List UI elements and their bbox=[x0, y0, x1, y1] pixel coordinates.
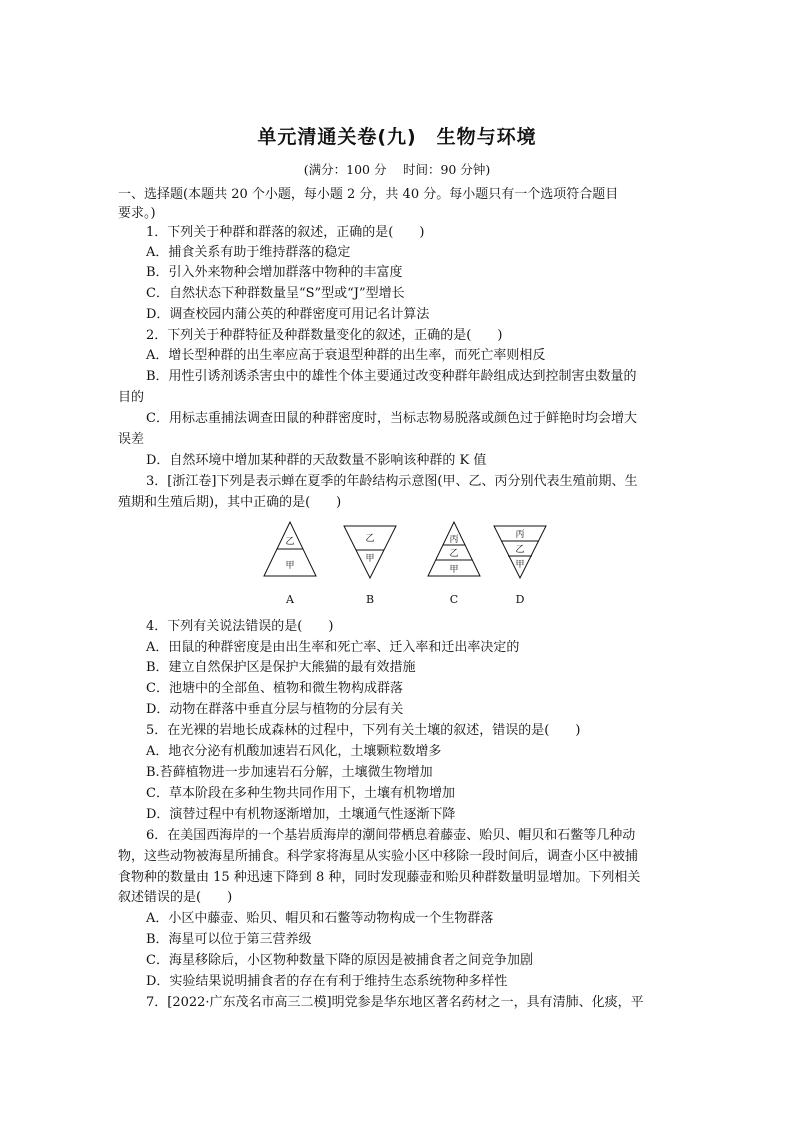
diagram-d-layer-1: 丙 bbox=[515, 530, 525, 540]
section-header: 一、选择题(本题共 20 个小题，每小题 2 分，共 40 分。每小题只有一个选项符合题目 bbox=[118, 187, 619, 202]
diagram-b-layer-2: 甲 bbox=[365, 554, 375, 564]
diagram-c-letter: C bbox=[449, 593, 459, 606]
question-2-option-a: A．增长型种群的出生率应高于衰退型种群的出生率，而死亡率则相反 bbox=[146, 348, 546, 363]
question-2-stem: 2．下列关于种群特征及种群数量变化的叙述，正确的是( ) bbox=[146, 328, 503, 343]
age-structure-diagram bbox=[250, 518, 550, 610]
question-6-stem: 6．在美国西海岸的一个基岩质海岸的潮间带栖息着藤壶、贻贝、帽贝和石鳖等几种动 bbox=[146, 828, 636, 843]
diagram-c-layer-2: 乙 bbox=[449, 549, 459, 559]
diagram-b bbox=[344, 526, 396, 606]
question-1-option-a: A．捕食关系有助于维持群落的稳定 bbox=[146, 245, 351, 260]
question-4-option-a: A．田鼠的种群密度是由出生率和死亡率、迁入率和迁出率决定的 bbox=[146, 640, 520, 655]
question-5-option-c: C．草本阶段在多种生物共同作用下，土壤有机物增加 bbox=[146, 786, 455, 801]
question-5-option-b: B.苔藓植物进一步加速岩石分解，土壤微生物增加 bbox=[146, 765, 433, 780]
diagram-d-letter: D bbox=[515, 593, 525, 606]
question-4-option-b: B．建立自然保护区是保护大熊猫的最有效措施 bbox=[146, 660, 416, 675]
question-5-option-a: A．地衣分泌有机酸加速岩石风化，土壤颗粒数增多 bbox=[146, 744, 442, 759]
question-4-option-d: D．动物在群落中垂直分层与植物的分层有关 bbox=[146, 702, 404, 717]
question-5-option-d: D．演替过程中有机物逐渐增加，土壤通气性逐渐下降 bbox=[146, 807, 456, 822]
question-2-option-d: D．自然环境中增加某种群的天敌数量不影响该种群的 K 值 bbox=[146, 453, 487, 468]
question-1-stem: 1．下列关于种群和群落的叙述，正确的是( ) bbox=[146, 225, 425, 240]
question-5-stem: 5．在光裸的岩地长成森林的过程中，下列有关土壤的叙述，错误的是( ) bbox=[146, 723, 581, 738]
diagram-b-letter: B bbox=[365, 593, 375, 606]
question-2-option-c-cont: 误差 bbox=[118, 432, 145, 447]
question-2-option-b: B．用性引诱剂诱杀害虫中的雄性个体主要通过改变种群年龄组成达到控制害虫数量的 bbox=[146, 369, 637, 384]
diagram-a-layer-2: 甲 bbox=[285, 561, 295, 571]
question-6-stem-cont-1: 物，这些动物被海星所捕食。科学家将海星从实验小区中移除一段时间后，调查小区中被捕 bbox=[118, 849, 639, 864]
diagram-b-layer-1: 乙 bbox=[365, 534, 375, 544]
section-header-cont: 要求。) bbox=[118, 206, 156, 221]
page-title: 单元清通关卷(九) 生物与环境 bbox=[257, 126, 537, 148]
question-3-stem-cont: 殖期和生殖后期)，其中正确的是( ) bbox=[118, 495, 342, 510]
question-6-stem-cont-3: 叙述错误的是( ) bbox=[118, 890, 233, 905]
diagram-d-layer-3: 甲 bbox=[515, 560, 525, 570]
question-6-option-b: B．海星可以位于第三营养级 bbox=[146, 932, 312, 947]
diagram-a-layer-1: 乙 bbox=[285, 537, 295, 547]
question-6-option-c: C．海星移除后，小区物种数量下降的原因是被捕食者之间竞争加剧 bbox=[146, 953, 533, 968]
diagram-a bbox=[264, 522, 316, 606]
question-6-stem-cont-2: 食物种的数量由 15 种迅速下降到 8 种，同时发现藤壶和贻贝种群数量明显增加。下列相关 bbox=[118, 870, 641, 885]
page-subtitle: (满分：100 分 时间：90 分钟) bbox=[303, 162, 491, 177]
question-4-option-c: C．池塘中的全部鱼、植物和微生物构成群落 bbox=[146, 681, 403, 696]
question-1-option-c: C．自然状态下种群数量呈“S”型或“J”型增长 bbox=[146, 286, 405, 301]
diagram-a-letter: A bbox=[286, 593, 294, 606]
diagram-c-layer-3: 甲 bbox=[449, 565, 459, 575]
question-6-option-a: A．小区中藤壶、贻贝、帽贝和石鳖等动物构成一个生物群落 bbox=[146, 911, 494, 926]
question-7-stem: 7．[2022·广东茂名市高三二模]明党参是华东地区著名药材之一，具有清肺、化痰，平 bbox=[146, 995, 644, 1010]
question-6-option-d: D．实验结果说明捕食者的存在有利于维持生态系统物种多样性 bbox=[146, 974, 508, 989]
question-2-option-c: C．用标志重捕法调查田鼠的种群密度时，当标志物易脱落或颜色过于鲜艳时均会增大 bbox=[146, 411, 637, 426]
question-3-stem: 3．[浙江卷]下列是表示蝉在夏季的年龄结构示意图(甲、乙、丙分别代表生殖前期、生 bbox=[146, 474, 638, 489]
diagram-c bbox=[428, 522, 480, 606]
diagram-c-layer-1: 丙 bbox=[449, 535, 459, 545]
diagram-d-layer-2: 乙 bbox=[515, 545, 525, 555]
diagram-d bbox=[494, 526, 546, 606]
question-1-option-d: D．调查校园内蒲公英的种群密度可用记名计算法 bbox=[146, 307, 430, 322]
question-4-stem: 4．下列有关说法错误的是( ) bbox=[146, 619, 334, 634]
question-1-option-b: B．引入外来物种会增加群落中物种的丰富度 bbox=[146, 265, 403, 280]
question-2-option-b-cont: 目的 bbox=[118, 390, 145, 405]
